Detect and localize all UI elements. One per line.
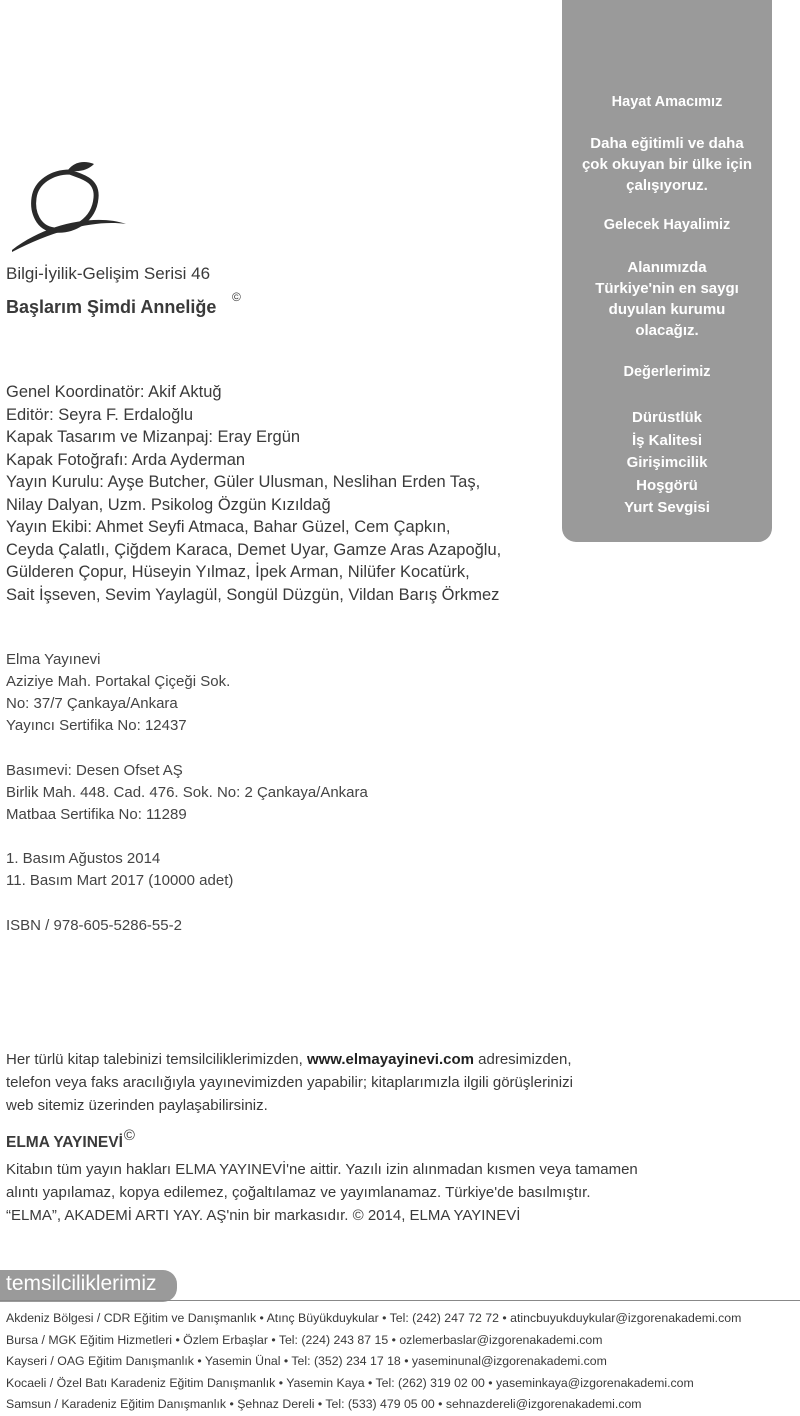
values-heading: Değerlerimiz: [623, 364, 711, 380]
representatives-list: [6, 1308, 800, 1416]
printer-line: Birlik Mah. 448. Cad. 476. Sok. No: 2 Çankaya/Ankara: [6, 784, 368, 801]
printer-block: [6, 760, 566, 826]
rights-notice: Kitabın tüm yayın hakları ELMA YAYINEVİ'ne aittir. Yazılı izin alınmadan kısmen veya tamamen alıntı yapılamaz, kopya edilemez, çoğaltılamaz ve yayımlanamaz. Türkiye'de basılmıştır. “ELMA”, AKADEMİ ARTI YAY. AŞ'nin bir markasıdır. © 2014, ELMA YAYINEVİ: [6, 1161, 638, 1224]
credit-line: Yayın Ekibi: Ahmet Seyfi Atmaca, Bahar Güzel, Cem Çapkın,: [6, 518, 451, 536]
representative-line: Kocaeli / Özel Batı Karadeniz Eğitim Danışmanlık • Yasemin Kaya • Tel: (262) 319 02 00 • yaseminkaya@izgorenakademi.com: [6, 1375, 694, 1390]
isbn: ISBN / 978-605-5286-55-2: [6, 917, 182, 934]
series-name: Bilgi-İyilik-Gelişim Serisi 46: [6, 264, 211, 283]
mission-heading: Hayat Amacımız: [611, 94, 723, 110]
credits-block: [6, 381, 562, 606]
copyright-mark: ©: [232, 290, 241, 304]
values-list: [562, 407, 772, 520]
representative-line: Akdeniz Bölgesi / CDR Eğitim ve Danışmanlık • Atınç Büyükduykular • Tel: (242) 247 72 72 • atincbuyukduykular@izgorenakademi.com: [6, 1311, 742, 1325]
representative-line: Bursa / MGK Eğitim Hizmetleri • Özlem Erbaşlar • Tel: (224) 243 87 15 • ozlemerbaslar@izgorenakademi.com: [6, 1332, 603, 1347]
printer-line: Matbaa Sertifika No: 11289: [6, 806, 187, 823]
publisher-heading: ELMA YAYINEVİ©: [6, 1127, 135, 1151]
value-item: İş Kalitesi: [631, 431, 703, 449]
edition-line: 11. Basım Mart 2017 (10000 adet): [6, 872, 234, 889]
value-item: Hoşgörü: [636, 476, 698, 494]
representative-line: Kayseri / OAG Eğitim Danışmanlık • Yasemin Ünal • Tel: (352) 234 17 18 • yaseminunal@izgorenakademi.com: [6, 1354, 607, 1368]
credit-line: Nilay Dalyan, Uzm. Psikolog Özgün Kızıldağ: [6, 495, 331, 514]
credit-line: Kapak Fotoğrafı: Arda Ayderman: [6, 450, 246, 469]
vision-heading: Gelecek Hayalimiz: [603, 217, 731, 233]
credit-line: Kapak Tasarım ve Mizanpaj: Eray Ergün: [6, 428, 301, 446]
apple-logo: [8, 160, 128, 256]
publisher-line: Yayıncı Sertifika No: 12437: [6, 717, 187, 734]
publisher-line: Aziziye Mah. Portakal Çiçeği Sok.: [6, 673, 231, 690]
value-item: Girişimcilik: [626, 454, 708, 471]
representatives-heading: temsilciliklerimiz: [6, 1272, 157, 1295]
credit-line: Sait İşseven, Sevim Yaylagül, Songül Düzgün, Vildan Barış Örkmez: [6, 585, 500, 604]
values-panel: [562, 0, 772, 542]
credit-line: Yayın Kurulu: Ayşe Butcher, Güler Ulusman, Neslihan Erden Taş,: [6, 473, 481, 491]
credit-line: Ceyda Çalatlı, Çiğdem Karaca, Demet Uyar, Gamze Aras Azapoğlu,: [6, 540, 502, 559]
website-link[interactable]: www.elmayayinevi.com: [306, 1051, 474, 1068]
divider: [0, 1300, 800, 1301]
printer-line: Basımevi: Desen Ofset AŞ: [6, 762, 183, 779]
edition-line: 1. Basım Ağustos 2014: [6, 850, 161, 867]
publisher-line: Elma Yayınevi: [6, 651, 101, 668]
representatives-tab: [0, 1270, 177, 1302]
contact-paragraph: Her türlü kitap talebinizi temsilciliklerimizden, www.elmayayinevi.com adresimizden, telefon veya faks aracılığıyla yayınevimizden yapabilir; kitaplarımızla ilgili görüşlerinizi web sitemiz üzerinden paylaşabilirsiniz.: [6, 1051, 573, 1114]
credit-line: Editör: Seyra F. Erdaloğlu: [6, 405, 194, 424]
value-item: Yurt Sevgisi: [624, 499, 710, 516]
editions-block: [6, 848, 566, 892]
publisher-block: [6, 649, 566, 737]
value-item: Dürüstlük: [631, 409, 702, 426]
mission-text: Daha eğitimli ve daha çok okuyan bir ülke için çalışıyoruz.: [581, 135, 753, 194]
copyright-mark: ©: [123, 1127, 135, 1144]
credit-line: Gülderen Çopur, Hüseyin Yılmaz, İpek Arman, Nilüfer Kocatürk,: [6, 563, 470, 581]
vision-text: Alanımızda Türkiye'nin en saygı duyulan kurumu olacağız.: [595, 259, 739, 339]
book-title: Başlarım Şimdi Anneliğe: [6, 297, 217, 317]
credit-line: Genel Koordinatör: Akif Aktuğ: [6, 383, 222, 401]
representative-line: Samsun / Karadeniz Eğitim Danışmanlık • Şehnaz Dereli • Tel: (533) 479 05 00 • sehnazdereli@izgorenakademi.com: [6, 1397, 642, 1411]
publisher-line: No: 37/7 Çankaya/Ankara: [6, 695, 178, 712]
